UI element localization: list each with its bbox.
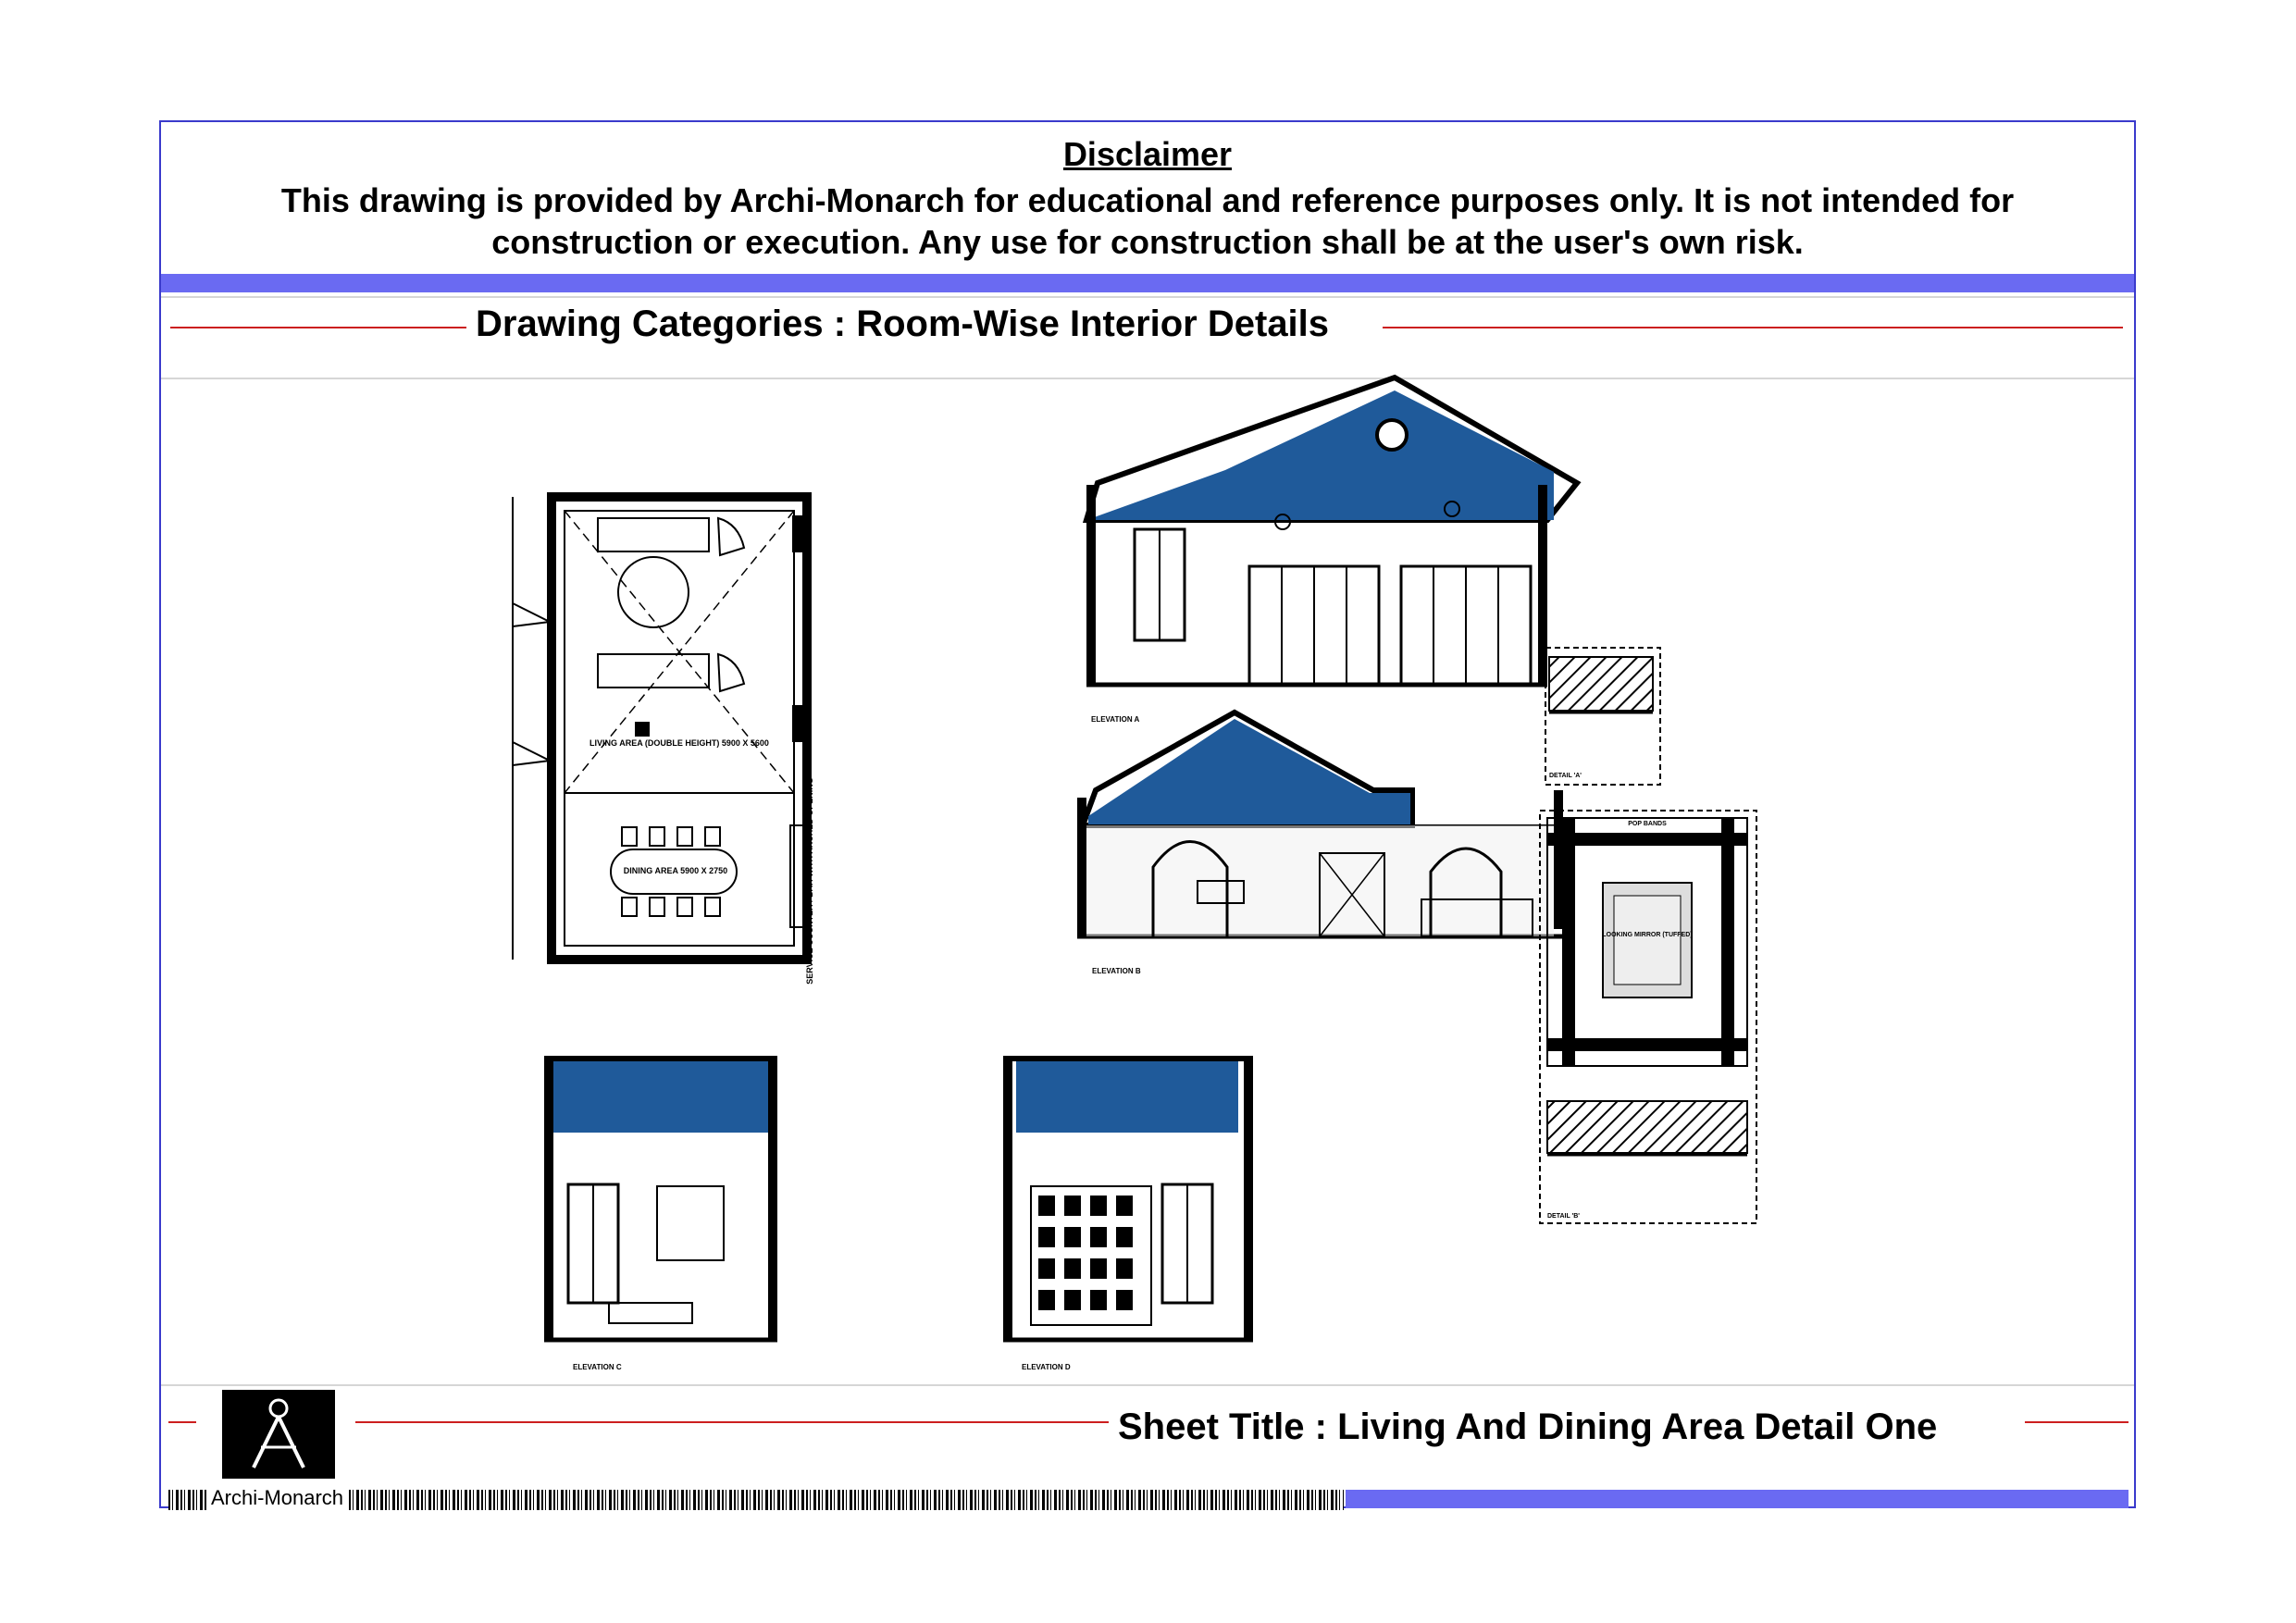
disclaimer-body: This drawing is provided by Archi-Monarch for educational and reference purposes only. It is not intended for construction or execution. Any use for construction shall be at the user's own risk. <box>280 181 2015 261</box>
detail-b-label: DETAIL 'B' <box>1547 1213 1580 1220</box>
category-title: Drawing Categories : Room-Wise Interior Details <box>466 304 1338 345</box>
detail-b-pop-bands: POP BANDS <box>1628 821 1667 827</box>
sheet-title: Sheet Title : Living And Dining Area Detail One <box>1118 1406 1938 1447</box>
elevation-c-label: ELEVATION C <box>573 1363 622 1371</box>
plan-dining-label: DINING AREA 5900 X 2750 <box>623 866 728 875</box>
elevation-b <box>1077 712 1563 975</box>
archi-monarch-logo <box>222 1390 335 1479</box>
floor-plan <box>513 497 814 985</box>
drawing-area <box>161 122 2134 1506</box>
elevation-a-label: ELEVATION A <box>1091 715 1140 724</box>
detail-a <box>1545 648 1660 785</box>
detail-b-mirror: LOOKING MIRROR (TUFFED) <box>1602 932 1693 938</box>
plan-side-note: SERVICE COUNTER / BAR WITH ARCHED OPENING <box>805 777 814 985</box>
drawing-frame <box>159 120 2136 1508</box>
footer-line-middle <box>355 1421 1109 1423</box>
elevation-d <box>1003 1059 1253 1371</box>
elevation-b-label: ELEVATION B <box>1092 967 1141 975</box>
footer-line-left <box>168 1421 196 1423</box>
elevation-d-label: ELEVATION D <box>1022 1363 1071 1371</box>
compass-icon <box>222 1390 335 1479</box>
elevation-a <box>1086 378 1577 724</box>
divider <box>161 1384 2134 1386</box>
detail-a-label: DETAIL 'A' <box>1549 773 1582 779</box>
footer-line-right <box>2025 1421 2128 1423</box>
plan-living-label: LIVING AREA (DOUBLE HEIGHT) 5900 X 5600 <box>590 738 769 748</box>
disclaimer-title: Disclaimer <box>1062 135 1233 173</box>
footer-band <box>1346 1490 2128 1508</box>
elevation-c <box>544 1059 777 1371</box>
logo-text: Archi-Monarch <box>207 1486 347 1510</box>
detail-b <box>1540 811 1756 1223</box>
